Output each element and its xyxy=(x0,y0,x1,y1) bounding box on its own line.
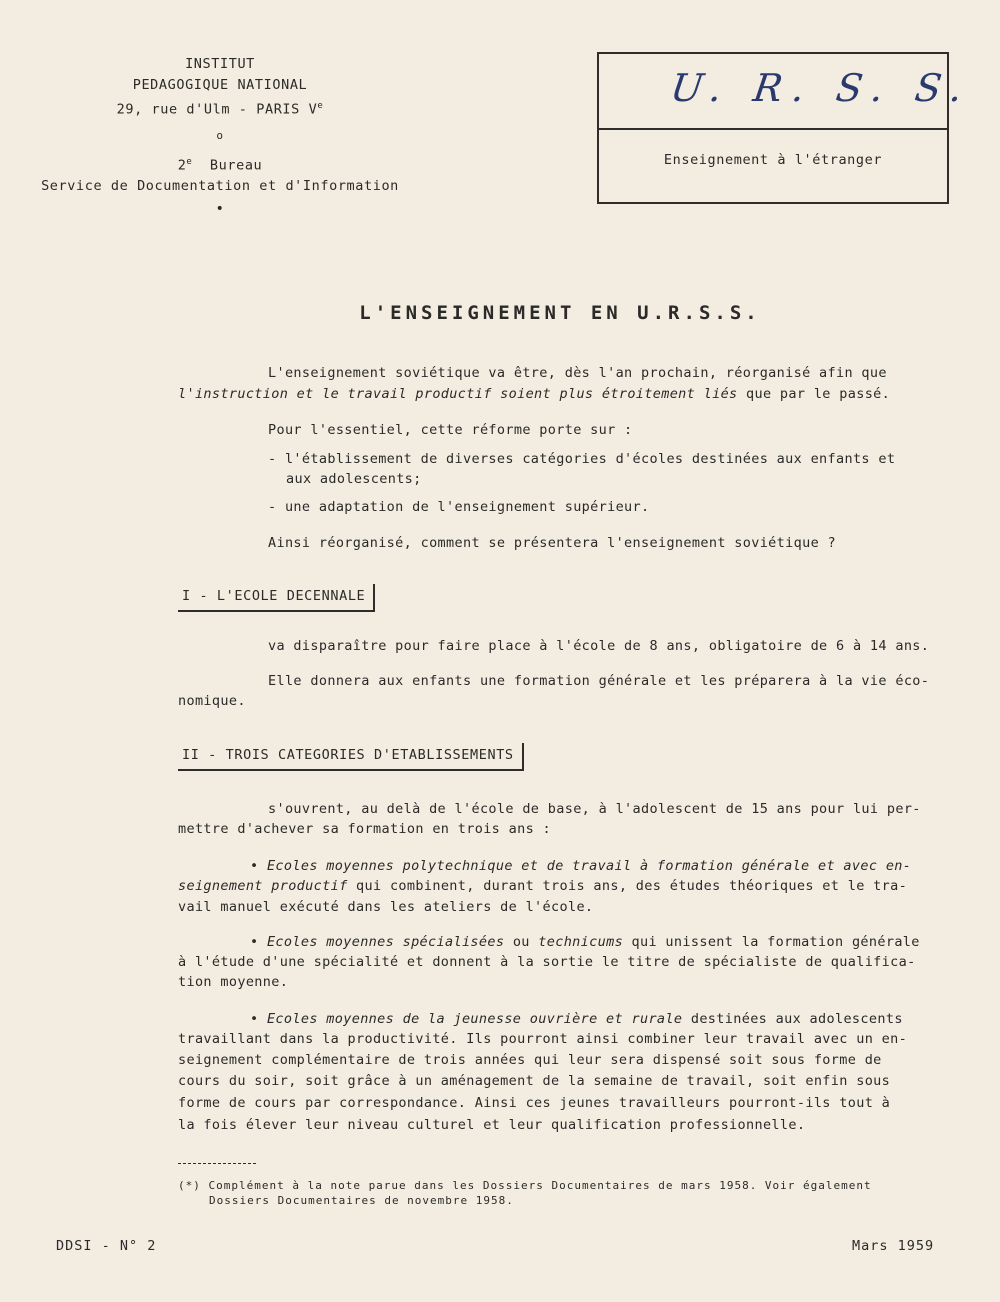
footnote xyxy=(178,1178,872,1208)
intro-bullet-1b: aux adolescents; xyxy=(286,471,422,487)
section-heading-1: I - L'ECOLE DECENNALE xyxy=(178,584,375,612)
header-line-institut: INSTITUT xyxy=(185,56,255,72)
school-type-3-line-2: travaillant dans la productivité. Ils pourront ainsi combiner leur travail avec un en- xyxy=(178,1031,908,1047)
school-type-3-line-6: la fois élever leur niveau culturel et leur qualification professionnelle. xyxy=(178,1117,806,1133)
header-line-pedagogique: PEDAGOGIQUE NATIONAL xyxy=(132,77,308,93)
header-address: 29, rue d'Ulm - PARIS Ve xyxy=(116,101,324,118)
section1-line-1: va disparaître pour faire place à l'école de 8 ans, obligatoire de 6 à 14 ans. xyxy=(268,638,930,654)
school-type-2-line-3: tion moyenne. xyxy=(178,974,289,990)
section1-line-3: nomique. xyxy=(178,693,246,709)
school-type-3-line-5: forme de cours par correspondance. Ainsi ces jeunes travailleurs pourront-ils tout à xyxy=(178,1095,891,1111)
section1-line-2: Elle donnera aux enfants une formation générale et les préparera à la vie éco- xyxy=(268,673,930,689)
intro-line-1: L'enseignement soviétique va être, dès l'an prochain, réorganisé afin que xyxy=(268,365,887,381)
school-type-1-line-3: vail manuel exécuté dans les ateliers de l'école. xyxy=(178,899,594,915)
school-type-2-line-1: • Ecoles moyennes spécialisées ou technicums qui unissent la formation générale xyxy=(250,934,920,950)
document-number: DDSI - N° 2 xyxy=(56,1238,157,1254)
document-title: L'ENSEIGNEMENT EN U.R.S.S. xyxy=(359,302,761,324)
institution-header xyxy=(20,54,420,220)
school-type-3-line-1: • Ecoles moyennes de la jeunesse ouvrière et rurale destinées aux adolescents xyxy=(250,1011,903,1027)
school-type-1-line-1: • Ecoles moyennes polytechnique et de travail à formation générale et avec en- xyxy=(250,858,912,874)
intro-line-2: l'instruction et le travail productif soient plus étroitement liés que par le passé. xyxy=(178,386,891,402)
section2-line-2: mettre d'achever sa formation en trois ans : xyxy=(178,821,552,837)
document-date: Mars 1959 xyxy=(852,1238,935,1254)
intro-question: Ainsi réorganisé, comment se présentera l'enseignement soviétique ? xyxy=(268,535,837,551)
handwritten-country: U. R. S. S. xyxy=(667,66,976,110)
header-separator: o xyxy=(216,128,224,142)
box-subtitle: Enseignement à l'étranger xyxy=(663,152,883,168)
intro-bullet-2: - une adaptation de l'enseignement supérieur. xyxy=(268,499,650,515)
section2-line-1: s'ouvrent, au delà de l'école de base, à l'adolescent de 15 ans pour lui per- xyxy=(268,801,921,817)
header-bullet: • xyxy=(215,201,225,217)
footnote-divider xyxy=(178,1163,256,1164)
intro-para-2: Pour l'essentiel, cette réforme porte sur : xyxy=(268,422,633,438)
header-bureau: 2e Bureau xyxy=(177,156,263,173)
school-type-1-line-2: seignement productif qui combinent, durant trois ans, des études théoriques et le tra- xyxy=(178,878,908,894)
intro-bullet-1a: - l'établissement de diverses catégories d'écoles destinées aux enfants et xyxy=(268,451,896,467)
footnote-line-2: Dossiers Documentaires de novembre 1958. xyxy=(209,1194,514,1207)
school-type-2-line-2: à l'étude d'une spécialité et donnent à la sortie le titre de spécialiste de qualifica- xyxy=(178,954,916,970)
section-heading-2: II - TROIS CATEGORIES D'ETABLISSEMENTS xyxy=(178,743,524,771)
footnote-line-1: (*) Complément à la note parue dans les Dossiers Documentaires de mars 1958. Voir également xyxy=(178,1179,872,1192)
header-service: Service de Documentation et d'Information xyxy=(41,178,399,194)
school-type-3-line-4: cours du soir, soit grâce à un aménagement de la semaine de travail, soit enfin sous xyxy=(178,1073,891,1089)
country-box xyxy=(597,52,976,204)
school-type-3-line-3: seignement complémentaire de trois années qui leur sera dispensé soit sous forme de xyxy=(178,1052,882,1068)
